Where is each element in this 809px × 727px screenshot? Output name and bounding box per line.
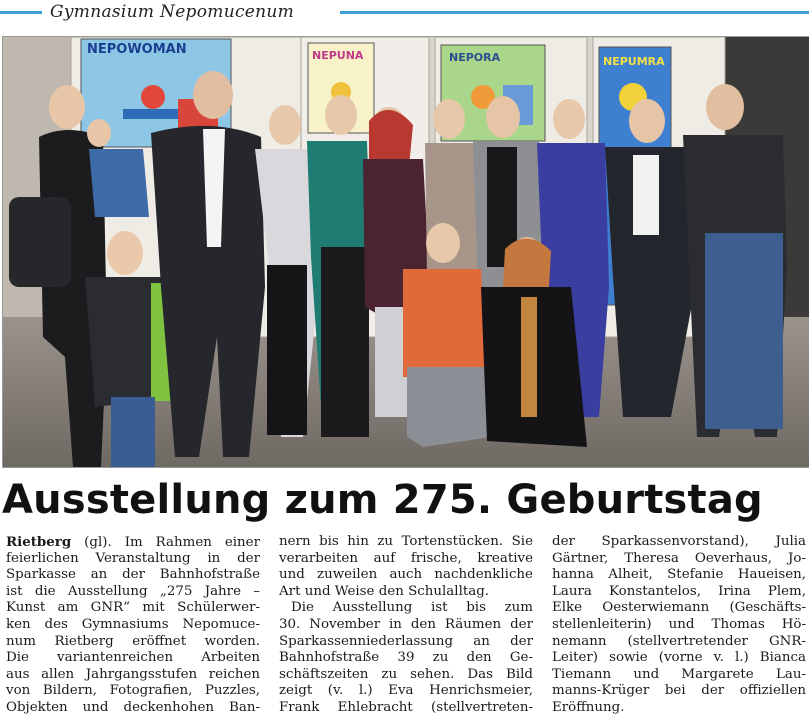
article-line: Bahnhofstraße 39 zu den Ge- (279, 650, 533, 666)
article-headline: Ausstellung zum 275. Geburtstag (2, 477, 763, 523)
article-line: und zuweilen auch nachdenkliche (279, 567, 533, 583)
article-line: 30. November in den Räumen der (279, 616, 533, 632)
article-line: Sparkassenniederlassung an der (279, 633, 533, 649)
article-line: Gärtner, Theresa Oeverhaus, Jo- (552, 550, 806, 566)
article-dateline: Rietberg (6, 534, 72, 550)
group-photo (2, 36, 809, 468)
header-rule-right (340, 11, 809, 14)
article-line: Die Ausstellung ist bis zum (291, 600, 533, 616)
article-line: Tiemann und Margarete Lau- (552, 666, 806, 682)
article-line: aus allen Jahrgangsstufen reichen (6, 666, 260, 682)
article-line: Kunst am GNR“ mit Schülerwer- (6, 600, 260, 616)
poster-title: NEPUNA (312, 49, 364, 62)
article-line: Frank Ehlebracht (stellvertreten- (279, 699, 533, 715)
article-line: hanna Alheit, Stefanie Haueisen, (552, 567, 806, 583)
article-line: der Sparkassenvorstand), Julia (552, 534, 806, 549)
poster-title: NEPOWOMAN (87, 42, 187, 57)
poster-title: NEPORA (449, 51, 501, 64)
article-line: Elke Oesterwiemann (Geschäfts- (552, 600, 806, 616)
article-column-3 (552, 534, 806, 717)
article-column-1 (6, 534, 260, 717)
poster-title: NEPUMRA (603, 55, 665, 68)
article-line: ist die Ausstellung „275 Jahre – (6, 583, 260, 599)
header-rule-left (0, 11, 42, 14)
article-line: Objekten und deckenhohen Ban- (6, 699, 260, 715)
article-line: stellenleiterin) und Thomas Hö- (552, 616, 806, 632)
article-line: manns-Krüger bei der offiziellen (552, 683, 806, 699)
article-line: Laura Konstantelos, Irina Plem, (552, 583, 806, 599)
article-line: nemann (stellvertretender GNR- (552, 633, 806, 649)
article-line: Rietberg (gl). Im Rahmen einer (6, 534, 260, 550)
article-line: nern bis hin zu Tortenstücken. Sie (279, 534, 533, 549)
newspaper-section-title: Gymnasium Nepomucenum (50, 2, 295, 22)
article-line: feierlichen Veranstaltung in der (6, 550, 260, 566)
article-line: von Bildern, Fotografien, Puzzles, (6, 683, 260, 699)
article-line: Die variantenreichen Arbeiten (6, 650, 260, 666)
article-line: ken des Gymnasiums Nepomuce- (6, 616, 260, 632)
article-line: verarbeiten auf frische, kreative (279, 550, 533, 566)
article-column-2 (279, 534, 533, 717)
article-line: zeigt (v. l.) Eva Henrichsmeier, (279, 683, 533, 699)
article-line: Eröffnung. (552, 699, 625, 715)
article-line: Sparkasse an der Bahnhofstraße (6, 567, 260, 583)
article-line: schäftszeiten zu sehen. Das Bild (279, 666, 533, 682)
article-line: Art und Weise den Schulalltag. (279, 583, 490, 599)
article-line: num Rietberg eröffnet worden. (6, 633, 260, 649)
article-line: Leiter) sowie (vorne v. l.) Bianca (552, 650, 806, 666)
